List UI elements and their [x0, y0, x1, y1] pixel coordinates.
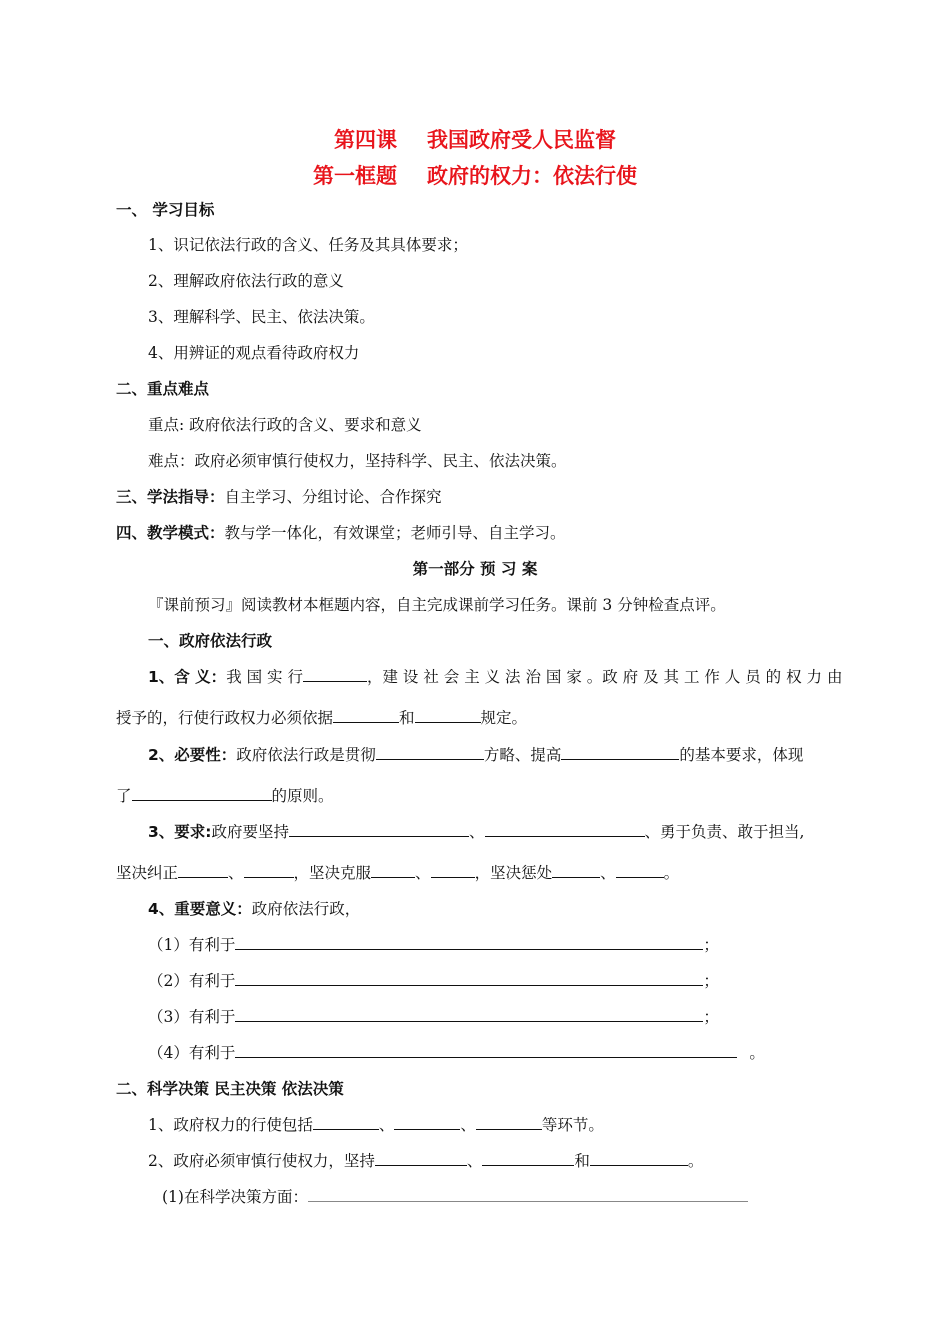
- requirement-text: 、: [228, 864, 244, 882]
- definition-text: 规定。: [480, 709, 528, 727]
- fill-blank[interactable]: [303, 667, 367, 682]
- fill-blank[interactable]: [235, 1043, 737, 1058]
- fill-blank[interactable]: [552, 863, 600, 878]
- significance-line: [148, 899, 360, 919]
- benefit-item: [148, 1007, 719, 1027]
- heading-learning-goals: 一、 学习目标: [116, 201, 215, 219]
- fill-blank[interactable]: [235, 935, 703, 950]
- fill-blank[interactable]: [415, 708, 481, 723]
- definition-text: ，建 设 社 会 主 义 法 治 国 家 。政 府 及 其 工 作 人 员 的 权 力 由: [366, 668, 843, 686]
- fill-blank[interactable]: [561, 745, 679, 760]
- method-guidance: [116, 487, 442, 507]
- requirement-text: 、勇于负责、敢于担当,: [644, 823, 805, 841]
- lesson-number: 第四课: [334, 128, 397, 152]
- necessity-line-2: [116, 786, 334, 806]
- definition-text: 我 国 实 行: [226, 668, 303, 686]
- mode-label: 四、教学模式：: [116, 524, 225, 542]
- fill-blank[interactable]: [235, 971, 703, 986]
- fill-blank[interactable]: [482, 1151, 574, 1166]
- heading-law-administration: 一、政府依法行政: [148, 632, 273, 650]
- definition-line-1: [148, 667, 842, 687]
- benefit-label: （4）有利于: [148, 1044, 236, 1062]
- requirement-text: 、: [415, 864, 431, 882]
- requirement-text: 、: [600, 864, 616, 882]
- necessity-text: 政府依法行政是贯彻: [236, 746, 376, 764]
- benefit-item: [148, 971, 719, 991]
- punctuation: ；: [703, 972, 719, 990]
- necessity-text: 了: [116, 787, 132, 805]
- definition-text: 和: [399, 709, 415, 727]
- necessity-label: 2、必要性：: [148, 746, 237, 764]
- lesson-name: 我国政府受人民监督: [427, 128, 616, 152]
- key-point: 重点: 政府依法行政的含义、要求和意义: [148, 416, 422, 434]
- definition-label: 1、含 义：: [148, 668, 227, 686]
- lesson-title: [0, 124, 950, 154]
- requirement-text: ，坚决惩处: [474, 864, 553, 882]
- fill-blank[interactable]: [308, 1187, 748, 1202]
- teaching-mode: [116, 523, 566, 543]
- requirement-line-1: [148, 822, 804, 842]
- fill-blank[interactable]: [132, 786, 272, 801]
- requirement-text: 。: [663, 864, 680, 882]
- decision-line-2: [148, 1151, 703, 1171]
- requirement-text: ，坚决克服: [293, 864, 372, 882]
- punctuation: ；: [703, 1008, 719, 1026]
- necessity-text: 的原则。: [271, 787, 334, 805]
- fill-blank[interactable]: [476, 1115, 542, 1130]
- fill-blank[interactable]: [313, 1115, 379, 1130]
- requirement-text: 坚决纠正: [116, 864, 179, 882]
- fill-blank[interactable]: [376, 745, 484, 760]
- heading-decision-making: 二、科学决策 民主决策 依法决策: [116, 1080, 344, 1098]
- necessity-line-1: [148, 745, 803, 765]
- decision-text: 1、政府权力的行使包括: [148, 1116, 313, 1134]
- goal-item: 3、理解科学、民主、依法决策。: [148, 308, 375, 326]
- goal-item: 4、用辨证的观点看待政府权力: [148, 344, 360, 362]
- decision-text: 和: [574, 1152, 590, 1170]
- decision-text: 。: [687, 1152, 704, 1170]
- requirement-line-2: [116, 863, 679, 883]
- decision-line-3: [162, 1187, 748, 1207]
- punctuation: ；: [703, 936, 719, 954]
- mode-text: 教与学一体化，有效课堂；老师引导、自主学习。: [224, 524, 566, 542]
- fill-blank[interactable]: [371, 863, 415, 878]
- fill-blank[interactable]: [375, 1151, 467, 1166]
- necessity-text: 的基本要求，体现: [679, 746, 804, 764]
- decision-text: 2、政府必须审慎行使权力，坚持: [148, 1152, 375, 1170]
- decision-line-1: [148, 1115, 604, 1135]
- fill-blank[interactable]: [333, 708, 399, 723]
- goal-item: 1、识记依法行政的含义、任务及其具体要求；: [148, 236, 468, 254]
- decision-text: 、: [466, 1152, 483, 1170]
- heading-key-points: 二、重点难点: [116, 380, 210, 398]
- preview-instruction: 『课前预习』阅读教材本框题内容，自主完成课前学习任务。课前 3 分钟检查点评。: [148, 596, 726, 614]
- fill-blank[interactable]: [394, 1115, 460, 1130]
- benefit-label: （1）有利于: [148, 936, 236, 954]
- benefit-label: （3）有利于: [148, 1008, 236, 1026]
- section-title: [0, 160, 950, 190]
- requirement-text: 政府要坚持: [211, 823, 289, 841]
- fill-blank[interactable]: [178, 863, 228, 878]
- section-number: 第一框题: [313, 164, 397, 188]
- necessity-text: 方略、提高: [483, 746, 562, 764]
- section-name: 政府的权力：依法行使: [427, 164, 637, 188]
- part-heading: 第一部分 预 习 案: [412, 560, 538, 578]
- fill-blank[interactable]: [289, 822, 469, 837]
- benefit-label: （2）有利于: [148, 972, 236, 990]
- benefit-item: [148, 935, 719, 955]
- fill-blank[interactable]: [244, 863, 294, 878]
- goal-item: 2、理解政府依法行政的意义: [148, 272, 344, 290]
- decision-text: 等环节。: [541, 1116, 604, 1134]
- significance-label: 4、重要意义：: [148, 900, 252, 918]
- method-text: 自主学习、分组讨论、合作探究: [224, 488, 442, 506]
- definition-text: 授予的，行使行政权力必须依据: [116, 709, 334, 727]
- difficult-point: 难点：政府必须审慎行使权力，坚持科学、民主、依法决策。: [148, 452, 567, 470]
- decision-text: 、: [378, 1116, 395, 1134]
- fill-blank[interactable]: [235, 1007, 703, 1022]
- requirement-text: 、: [469, 823, 485, 841]
- significance-text: 政府依法行政，: [251, 900, 361, 918]
- benefit-item: [148, 1043, 765, 1063]
- fill-blank[interactable]: [590, 1151, 688, 1166]
- punctuation: 。: [749, 1044, 765, 1062]
- decision-text: 、: [460, 1116, 476, 1134]
- decision-text: (1)在科学决策方面：: [162, 1188, 308, 1206]
- fill-blank[interactable]: [616, 863, 664, 878]
- fill-blank[interactable]: [485, 822, 645, 837]
- method-label: 三、学法指导：: [116, 488, 225, 506]
- definition-line-2: [116, 708, 527, 728]
- fill-blank[interactable]: [431, 863, 475, 878]
- requirement-label: 3、要求:: [148, 823, 212, 841]
